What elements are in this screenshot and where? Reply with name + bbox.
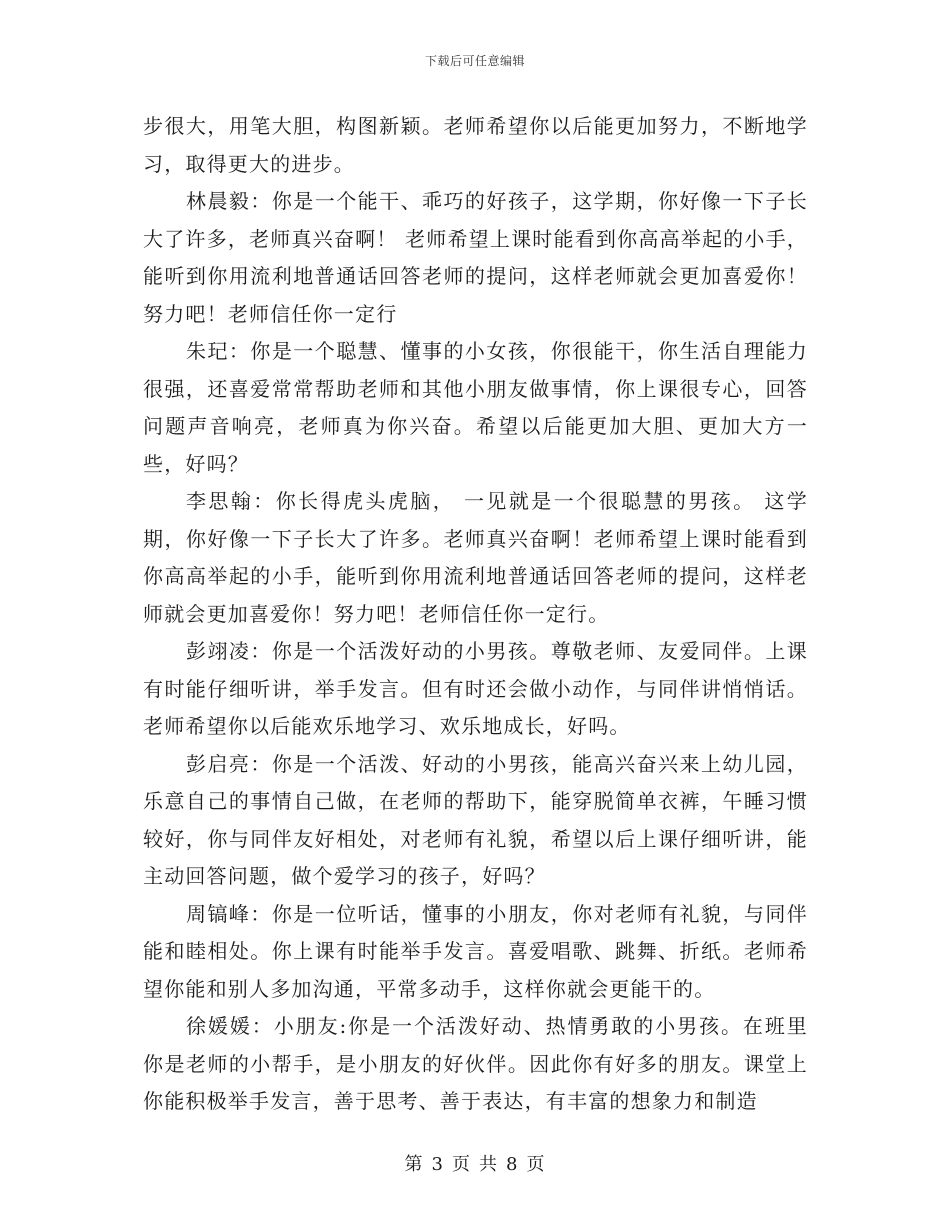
footer-prefix: 第	[404, 1154, 424, 1175]
paragraph-comment: 徐媛媛：小朋友:你是一个活泼好动、热情勇敢的小男孩。在班里你是老师的小帮手，是小朋友的好伙伴。因此你有好多的朋友。课堂上你能积极举手发言，善于思考、善于表达，有丰富的想象力和制造	[143, 1014, 808, 1113]
paragraph-comment: 周镐峰：你是一位听话，懂事的小朋友，你对老师有礼貌，与同伴能和睦相处。你上课有时能举手发言。喜爱唱歌、跳舞、折纸。老师希望你能和别人多加沟通，平常多动手，这样你就会更能干的。	[143, 901, 808, 1001]
current-page-number: 3	[431, 1154, 444, 1175]
paragraph-comment: 彭启亮：你是一个活泼、好动的小男孩，能高兴奋兴来上幼儿园，乐意自己的事情自己做，在老师的帮助下，能穿脱简单衣裤，午睡习惯较好，你与同伴友好相处，对老师有礼貌，希望以后上课仔细听讲，能主动回答问题，做个爱学习的孩子，好吗？	[143, 751, 808, 888]
page-footer	[0, 1150, 950, 1176]
footer-page-word: 页	[452, 1154, 471, 1175]
total-page-number: 8	[506, 1154, 519, 1175]
document-body	[143, 108, 808, 1121]
paragraph-comment: 朱玘：你是一个聪慧、懂事的小女孩，你很能干，你生活自理能力很强，还喜爱常常帮助老师和其他小朋友做事情，你上课很专心，回答问题声音响亮，老师真为你兴奋。希望以后能更加大胆、更加大方一些，好吗？	[143, 339, 808, 476]
paragraph-comment: 林晨毅：你是一个能干、乖巧的好孩子，这学期，你好像一下子长大了许多，老师真兴奋啊！ 老师希望上课时能看到你高高举起的小手，能听到你用流利地普通话回答老师的提问，这样老师就会更加喜爱你！努力吧！老师信任你一定行	[143, 189, 808, 326]
footer-suffix: 页	[526, 1154, 546, 1175]
paragraph-continuation: 步很大，用笔大胆，构图新颖。老师希望你以后能更加努力，不断地学习，取得更大的进步。	[143, 114, 808, 176]
paragraph-comment: 李思翰：你长得虎头虎脑， 一见就是一个很聪慧的男孩。 这学期，你好像一下子长大了许多。老师真兴奋啊！老师希望上课时能看到你高高举起的小手，能听到你用流利地普通话回答老师的提问，这样老师就会更加喜爱你！努力吧！老师信任你一定行。	[143, 489, 808, 626]
footer-total-prefix: 共	[479, 1154, 498, 1175]
paragraph-comment: 彭翊凌：你是一个活泼好动的小男孩。尊敬老师、友爱同伴。上课有时能仔细听讲，举手发言。但有时还会做小动作，与同伴讲悄悄话。老师希望你以后能欢乐地学习、欢乐地成长，好吗。	[143, 639, 808, 738]
page-header: 下载后可任意编辑	[424, 54, 525, 68]
